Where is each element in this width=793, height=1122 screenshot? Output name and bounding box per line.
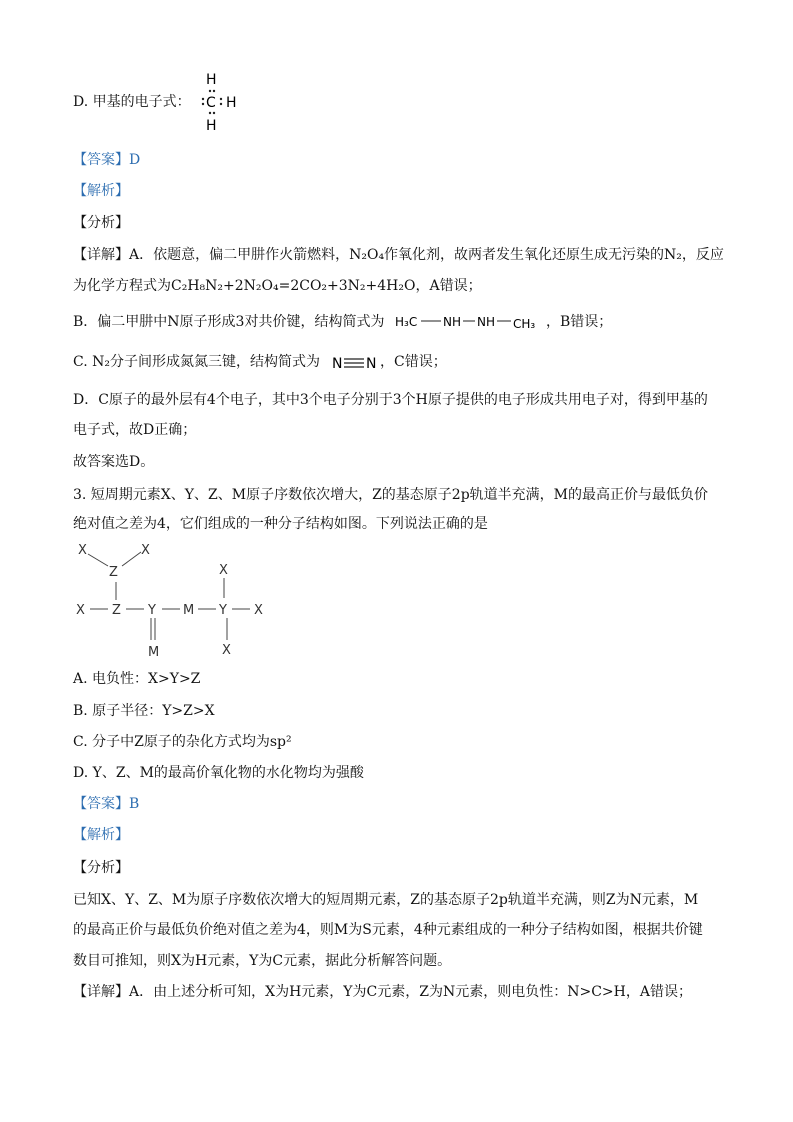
- q3-line-1: 3. 短周期元素X、Y、Z、M原子序数依次增大，Z的基态原子2p轨道半充满，M的最高正价与最低负价: [73, 487, 709, 503]
- mol-z-main: Z: [112, 603, 121, 618]
- detail-b-suffix: ，B错误；: [546, 314, 613, 330]
- dimethylhydrazine-structure: [393, 308, 548, 334]
- fenxi-2: 【分析】: [73, 860, 129, 876]
- detail-c-text: C. N₂分子间形成氮氮三键，结构简式为: [73, 354, 320, 370]
- analysis-line-2: 的最高正价与最低负价绝对值之差为4，则M为S元素，4种元素组成的一种分子结构如图，根据共价键: [73, 922, 703, 938]
- struct-nh2: NH: [477, 315, 495, 329]
- fenxi-1: 【分析】: [73, 215, 129, 231]
- mol-x-top-right: X: [141, 543, 150, 558]
- detail-d-1: D．C原子的最外层有4个电子，其中3个电子分别于3个H原子提供的电子形成共用电子对，得到甲基的: [73, 392, 708, 408]
- jiexi-2: 【解析】: [73, 827, 129, 843]
- analysis-line-1: 已知X、Y、Z、M为原子序数依次增大的短周期元素，Z的基态原子2p轨道半充满，则Z为N元素，M: [73, 892, 699, 908]
- detail-c-line: [73, 352, 320, 372]
- detail-1-b: 为化学方程式为C₂H₈N₂+2N₂O₄=2CO₂+3N₂+4H₂O，A错误；: [73, 278, 482, 294]
- answer-1: 【答案】D: [73, 152, 141, 168]
- mol-x-left: X: [76, 603, 85, 618]
- struct-ch3: CH₃: [513, 317, 536, 331]
- mol-y-left: Y: [148, 603, 156, 618]
- option-c: C. 分子中Z原子的杂化方式均为sp²: [73, 734, 292, 750]
- answer-2: 【答案】B: [73, 796, 140, 812]
- option-d-text: D. 甲基的电子式：: [73, 94, 191, 110]
- detail-b-text: B．偏二甲肼中N原子形成3对共价键，结构简式为: [73, 314, 385, 330]
- conclusion: 故答案选D。: [73, 454, 155, 470]
- analysis-line-3: 数目可推知，则X为H元素，Y为C元素，据此分析解答问题。: [73, 953, 452, 969]
- jiexi-1: 【解析】: [73, 183, 129, 199]
- methyl-h-right: H: [226, 95, 237, 111]
- struct-h3c: H₃C: [395, 315, 418, 329]
- mol-x-right: X: [254, 603, 263, 618]
- option-d-methyl: [73, 92, 191, 112]
- mol-x-upper-right: X: [219, 563, 228, 578]
- detail-2-a: 【详解】A．由上述分析可知，X为H元素，Y为C元素，Z为N元素，则电负性：N>C>H，A错误；: [73, 984, 692, 1000]
- mol-m-bottom: M: [148, 645, 160, 660]
- mol-x-top-left: X: [78, 543, 87, 558]
- q3-line-2: 绝对值之差为4，它们组成的一种分子结构如图。下列说法正确的是: [73, 516, 488, 532]
- methyl-h-bottom: H: [206, 118, 217, 134]
- mol-y-right: Y: [219, 603, 227, 618]
- methyl-c: C: [206, 95, 216, 111]
- detail-1-a: 【详解】A．依题意，偏二甲肼作火箭燃料，N₂O₄作氧化剂，故两者发生氧化还原生成无污染的N₂，反应: [73, 247, 724, 263]
- detail-c-suffix: ，C错误；: [380, 354, 447, 370]
- option-a: A. 电负性：X>Y>Z: [73, 671, 201, 687]
- option-b: B. 原子半径：Y>Z>X: [73, 703, 215, 719]
- detail-d-2: 电子式，故D正确；: [73, 422, 197, 438]
- struct-nh1: NH: [443, 315, 461, 329]
- molecule-structure-diagram: [70, 538, 280, 662]
- detail-b-line: [73, 312, 384, 332]
- n2-right: N: [366, 356, 377, 372]
- mol-z-upper: Z: [109, 565, 118, 580]
- methyl-electron-formula: [196, 70, 246, 134]
- mol-x-lower-right: X: [222, 643, 231, 658]
- mol-m-middle: M: [183, 603, 195, 618]
- option-d: D. Y、Z、M的最高价氧化物的水化物均为强酸: [73, 765, 364, 781]
- nitrogen-triple-bond: [330, 350, 380, 374]
- n2-left: N: [332, 356, 343, 372]
- methyl-h-top: H: [206, 72, 217, 88]
